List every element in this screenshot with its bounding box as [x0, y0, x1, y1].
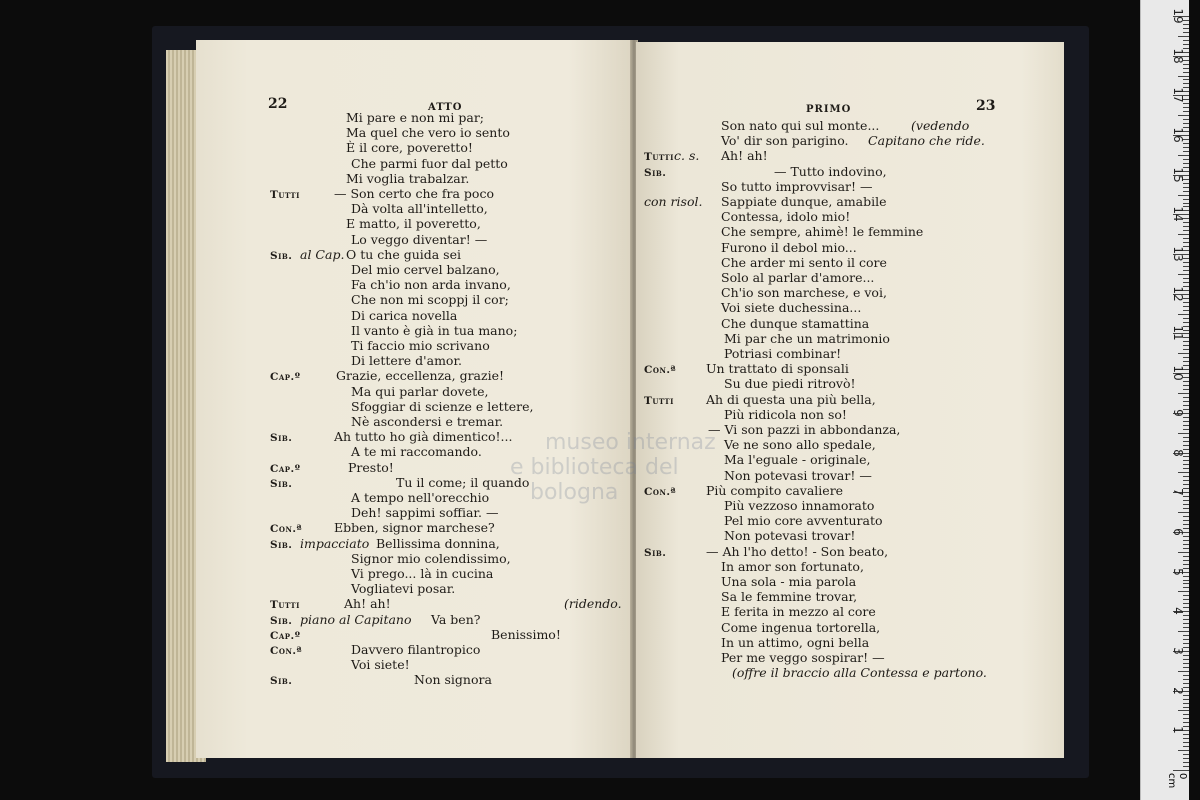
watermark-line-2: e biblioteca del — [510, 455, 679, 480]
ruler-tick — [1183, 583, 1189, 584]
ruler-tick — [1183, 44, 1189, 45]
verse-text: E ferita in mezzo al core — [721, 604, 876, 620]
verse-text: Solo al parlar d'amore... — [721, 270, 875, 285]
text-line — [196, 414, 634, 430]
verse-text: Tu il come; il quando — [396, 474, 530, 490]
ruler-tick — [1178, 472, 1189, 473]
speaker-label: Sib. — [644, 166, 667, 179]
text-line — [636, 194, 1064, 210]
ruler-tick — [1183, 707, 1189, 708]
text-line — [636, 574, 1064, 590]
verse-text: Dà volta all'intelletto, — [351, 201, 488, 217]
text-line — [196, 125, 634, 141]
ruler-tick — [1183, 587, 1189, 588]
text-line — [636, 316, 1064, 332]
ruler-tick — [1178, 76, 1189, 77]
verse-text: O tu che guida sei — [346, 246, 461, 262]
verse-text: A tempo nell'orecchio — [351, 490, 490, 505]
text-line — [196, 642, 634, 658]
text-line — [636, 589, 1064, 605]
aside-direction: (offre il braccio alla Contessa e partono. — [732, 665, 987, 681]
ruler-tick — [1183, 306, 1189, 307]
ruler-tick — [1183, 79, 1189, 80]
text-line — [636, 255, 1064, 271]
verse-text: — Vi son pazzi in abbondanza, — [708, 422, 901, 437]
text-line — [636, 331, 1064, 347]
ruler-number: 19 — [1171, 8, 1185, 24]
verse-text: Vi prego... là in cucina — [351, 566, 494, 581]
ruler-tick — [1183, 766, 1189, 767]
text-line — [196, 672, 634, 688]
ruler-tick — [1183, 282, 1189, 283]
text-line — [196, 551, 634, 567]
verse-text: Di lettere d'amor. — [351, 353, 463, 369]
ruler-tick — [1178, 353, 1189, 354]
ruler-tick — [1183, 238, 1189, 239]
ruler-tick — [1183, 397, 1189, 398]
verse-text: Vogliatevi posar. — [351, 581, 456, 597]
ruler-tick — [1183, 742, 1189, 743]
verse-text: Sfoggiar di scienze e lettere, — [351, 398, 534, 414]
ruler-tick — [1178, 195, 1189, 196]
text-line — [196, 110, 634, 126]
text-line — [196, 201, 634, 217]
text-line — [196, 171, 634, 187]
ruler-tick — [1178, 512, 1189, 513]
text-line — [196, 308, 634, 324]
ruler-number: 5 — [1171, 567, 1185, 576]
verse-text: Che parmi fuor dal petto — [351, 155, 508, 171]
text-line — [636, 346, 1064, 362]
verse-text: Sa le femmine trovar, — [721, 589, 858, 605]
ruler-tick — [1183, 675, 1189, 676]
aside-direction: Capitano che ride. — [868, 133, 985, 149]
ruler-number: 17 — [1171, 87, 1185, 103]
text-line — [196, 323, 634, 339]
verse-text: Fa ch'io non arda invano, — [351, 277, 511, 293]
text-line — [636, 528, 1064, 544]
ruler-tick — [1183, 119, 1189, 120]
verse-text: Come ingenua tortorella, — [721, 619, 881, 635]
ruler-tick — [1183, 32, 1189, 33]
speaker-label: Sib. — [270, 477, 293, 490]
ruler-tick — [1183, 508, 1189, 509]
verse-text: Deh! sappimi soffiar. — — [351, 505, 499, 521]
verse-text: Un trattato di sponsali — [706, 361, 849, 377]
text-line — [196, 186, 634, 202]
text-line — [636, 240, 1064, 256]
text-line — [636, 300, 1064, 316]
ruler-tick — [1183, 464, 1189, 465]
ruler-tick — [1183, 754, 1189, 755]
text-line — [196, 368, 634, 384]
ruler-tick — [1183, 429, 1189, 430]
verse-text: So tutto improvvisar! — — [721, 178, 873, 194]
verse-text: Pel mio core avventurato — [724, 513, 883, 529]
ruler-tick — [1183, 623, 1189, 624]
verse-text: Che sempre, ahimè! le femmine — [721, 224, 924, 240]
ruler-tick — [1183, 425, 1189, 426]
ruler-number: 8 — [1171, 448, 1185, 457]
speaker-label: Tutti — [644, 394, 674, 407]
verse-text: Più vezzoso innamorato — [724, 498, 875, 513]
ruler-number: 6 — [1171, 528, 1185, 536]
ruler-tick — [1183, 599, 1189, 600]
ruler-tick — [1183, 111, 1189, 112]
verse-text: Che dunque stamattina — [721, 315, 870, 331]
ruler-tick — [1178, 433, 1189, 434]
ruler-tick — [1183, 544, 1189, 545]
verse-text: Benissimo! — [491, 626, 561, 642]
stage-direction: con risol. — [644, 194, 703, 209]
stage-direction: c. s. — [674, 148, 700, 164]
text-line — [636, 498, 1064, 514]
text-line — [196, 536, 634, 552]
speaker-label: Sib. — [270, 538, 293, 551]
text-line — [636, 604, 1064, 620]
text-line — [196, 627, 634, 643]
ruler-tick — [1178, 115, 1189, 116]
ruler-tick — [1183, 476, 1189, 477]
verse-text: Vo' dir son parigino. — [721, 133, 849, 149]
ruler-tick — [1183, 322, 1189, 323]
ruler-tick — [1178, 36, 1189, 37]
ruler-number: 4 — [1171, 607, 1185, 616]
ruler-tick — [1183, 107, 1189, 108]
text-line — [636, 650, 1064, 666]
text-line — [636, 179, 1064, 195]
verse-text: Ah! ah! — [344, 596, 391, 612]
stage-direction: piano al Capitano — [300, 611, 412, 627]
text-line — [196, 140, 634, 156]
ruler-tick — [1183, 520, 1189, 521]
verse-text: In amor son fortunato, — [721, 558, 864, 574]
ruler-number: 12 — [1171, 286, 1185, 302]
verse-text: Voi siete! — [351, 657, 410, 673]
ruler-tick — [1178, 671, 1189, 672]
ruler-tick — [1183, 187, 1189, 188]
verse-text: È il core, poveretto! — [346, 140, 473, 156]
text-line — [636, 513, 1064, 529]
ruler-tick — [1183, 72, 1189, 73]
ruler-tick — [1178, 552, 1189, 553]
text-line — [196, 505, 634, 521]
verse-text: — Son certo che fra poco — [334, 186, 494, 201]
text-line — [636, 118, 1064, 134]
ruler-tick — [1183, 667, 1189, 668]
ruler-tick — [1178, 393, 1189, 394]
text-line — [636, 148, 1064, 164]
verse-text: Bellissima donnina, — [376, 535, 500, 551]
ruler-tick — [1183, 468, 1189, 469]
ruler-tick — [1183, 441, 1189, 442]
speaker-label: Sib. — [270, 432, 293, 445]
ruler-number: 13 — [1171, 246, 1185, 262]
ruler-tick — [1183, 83, 1189, 84]
verse-text: Ah tutto ho già dimentico!... — [334, 429, 513, 445]
verse-text: — Ah l'ho detto! - Son beato, — [706, 543, 889, 559]
ruler-tick — [1178, 750, 1189, 751]
ruler-tick — [1183, 714, 1189, 715]
page-number-right: 23 — [976, 98, 996, 114]
text-line — [636, 133, 1064, 149]
text-line — [196, 399, 634, 415]
speaker-label: Tutti — [270, 189, 300, 201]
verse-text: Il vanto è già in tua mano; — [351, 322, 518, 338]
ruler-number: 1 — [1171, 726, 1185, 735]
text-line — [636, 392, 1064, 408]
verse-text: Più compito cavaliere — [706, 482, 844, 498]
ruler-tick — [1183, 627, 1189, 628]
ruler-number: 18 — [1171, 48, 1185, 64]
verse-text: Ah! ah! — [721, 148, 768, 164]
text-line — [636, 665, 1064, 681]
ruler-unit-label: 0 cm — [1166, 773, 1188, 789]
ruler-tick — [1183, 718, 1189, 719]
text-line — [196, 581, 634, 597]
ruler-tick — [1183, 270, 1189, 271]
text-line — [636, 559, 1064, 575]
speaker-label: Con.ª — [270, 523, 303, 536]
verse-text: Del mio cervel balzano, — [351, 262, 500, 277]
ruler-tick — [1178, 314, 1189, 315]
text-line — [196, 520, 634, 536]
text-line — [196, 384, 634, 400]
ruler-tick — [1183, 389, 1189, 390]
verse-text: Ma l'eguale - originale, — [724, 452, 871, 468]
page-number-left: 22 — [268, 96, 288, 112]
text-line — [196, 566, 634, 582]
ruler-tick — [1183, 480, 1189, 481]
text-line — [636, 224, 1064, 240]
text-line — [636, 483, 1064, 499]
speaker-label: Cap.º — [270, 462, 301, 475]
verse-text: Grazie, eccellenza, grazie! — [336, 368, 504, 384]
ruler-tick — [1183, 199, 1189, 200]
text-line — [636, 285, 1064, 301]
verse-text: Voi siete duchessina... — [721, 300, 862, 316]
verse-text: Ah di questa una più bella, — [706, 391, 876, 407]
ruler-tick — [1183, 203, 1189, 204]
verse-text: A te mi raccomando. — [351, 444, 482, 460]
ruler-number: 7 — [1171, 488, 1185, 497]
ruler-tick — [1183, 266, 1189, 267]
verse-text: In un attimo, ogni bella — [721, 634, 870, 650]
ruler-tick — [1178, 591, 1189, 592]
text-line — [196, 262, 634, 278]
speaker-label: Tutti — [270, 599, 300, 612]
ruler-tick — [1178, 710, 1189, 711]
right-page — [636, 42, 1064, 758]
text-line — [636, 620, 1064, 636]
ruler-tick — [1183, 318, 1189, 319]
verse-text: Presto! — [348, 459, 394, 475]
verse-text: Che arder mi sento il core — [721, 254, 887, 270]
text-line — [196, 292, 634, 308]
text-line — [196, 156, 634, 172]
ruler-tick — [1183, 746, 1189, 747]
ruler-tick — [1183, 758, 1189, 759]
ruler-tick — [1183, 151, 1189, 152]
running-head-left: ATTO — [428, 102, 463, 113]
verse-text: Ebben, signor marchese? — [334, 520, 495, 536]
speaker-label: Tutti — [644, 151, 674, 164]
ruler-tick — [1183, 516, 1189, 517]
ruler-tick — [1183, 349, 1189, 350]
ruler-number: 3 — [1171, 647, 1185, 655]
speaker-label: Sib. — [270, 249, 293, 262]
text-line — [636, 376, 1064, 392]
ruler-number: 15 — [1171, 167, 1185, 183]
text-line — [196, 338, 634, 354]
verse-text: Sappiate dunque, amabile — [721, 194, 887, 209]
text-line — [196, 247, 634, 263]
ruler-tick — [1183, 361, 1189, 362]
text-line — [636, 544, 1064, 560]
ruler-tick — [1183, 385, 1189, 386]
verse-text: Nè ascondersi e tremar. — [351, 414, 504, 429]
verse-text: Di carica novella — [351, 307, 458, 323]
verse-text: Per me veggo sospirar! — — [721, 650, 885, 665]
verse-text: — Tutto indovino, — [774, 163, 887, 179]
aside-direction: (vedendo — [911, 118, 970, 133]
verse-text: Su due piedi ritrovò! — [724, 376, 856, 392]
ruler-number: 16 — [1171, 127, 1185, 143]
ruler-tick — [1178, 155, 1189, 156]
ruler-tick — [1183, 310, 1189, 311]
ruler-tick — [1183, 437, 1189, 438]
verse-text: Potriasi combinar! — [724, 346, 842, 361]
verse-text: Contessa, idolo mio! — [721, 209, 851, 225]
text-line — [636, 635, 1064, 651]
ruler-tick — [1183, 595, 1189, 596]
verse-text: Furono il debol mio... — [721, 239, 857, 255]
ruler-tick — [1183, 68, 1189, 69]
left-page — [196, 40, 634, 758]
stage-direction: impacciato — [300, 535, 370, 551]
ruler-tick — [1183, 28, 1189, 29]
ruler-tick — [1183, 679, 1189, 680]
ruler-tick — [1183, 345, 1189, 346]
verse-text: Lo veggo diventar! — — [351, 231, 488, 247]
ruler-tick — [1183, 191, 1189, 192]
ruler-tick — [1178, 234, 1189, 235]
verse-text: Non potevasi trovar! — [724, 528, 856, 544]
text-line — [636, 164, 1064, 180]
verse-text: Che non mi scoppj il cor; — [351, 292, 509, 308]
text-line — [636, 361, 1064, 377]
ruler-tick — [1183, 226, 1189, 227]
ruler-tick — [1183, 40, 1189, 41]
aside-direction: (ridendo. — [564, 596, 622, 612]
speaker-label: Sib. — [270, 675, 293, 688]
ruler-tick — [1183, 504, 1189, 505]
ruler-number: 11 — [1171, 325, 1185, 342]
ruler-tick — [1183, 663, 1189, 664]
ruler-tick — [1183, 278, 1189, 279]
ruler-tick — [1183, 401, 1189, 402]
running-head-right: PRIMO — [806, 104, 852, 115]
text-line — [196, 596, 634, 612]
ruler-tick — [1183, 703, 1189, 704]
ruler-number: 2 — [1171, 686, 1185, 695]
verse-text: Ti faccio mio scrivano — [351, 338, 490, 353]
ruler-tick — [1183, 635, 1189, 636]
ruler-tick — [1173, 770, 1189, 771]
ruler-tick — [1183, 556, 1189, 557]
ruler-tick — [1183, 163, 1189, 164]
watermark-line-3: bologna — [530, 480, 619, 505]
text-line — [636, 468, 1064, 484]
speaker-label: Con.ª — [644, 364, 677, 377]
verse-text: Più ridicola non so! — [724, 406, 847, 422]
text-line — [196, 216, 634, 232]
ruler-tick — [1183, 230, 1189, 231]
ruler-tick — [1183, 560, 1189, 561]
verse-text: Mi par che un matrimonio — [724, 330, 890, 346]
speaker-label: Cap.º — [270, 629, 301, 642]
watermark-line-1: museo internaz — [545, 430, 716, 455]
text-line — [196, 612, 634, 628]
ruler-tick — [1183, 357, 1189, 358]
verse-text: Una sola - mia parola — [721, 574, 857, 589]
verse-text: Non signora — [414, 672, 492, 688]
ruler-tick — [1183, 762, 1189, 763]
ruler-tick — [1178, 631, 1189, 632]
ruler-tick — [1183, 548, 1189, 549]
ruler-tick — [1183, 123, 1189, 124]
text-line — [196, 353, 634, 369]
verse-text: Mi pare e non mi par; — [346, 110, 485, 125]
verse-text: E matto, il poveretto, — [346, 216, 481, 232]
verse-text: Ma qui parlar dovete, — [351, 383, 489, 399]
text-line — [636, 270, 1064, 286]
speaker-label: Con.ª — [644, 485, 677, 498]
verse-text: Ve ne sono allo spedale, — [724, 437, 876, 453]
text-line — [636, 407, 1064, 423]
speaker-label: Sib. — [644, 546, 667, 559]
verse-text: Ch'io son marchese, e voi, — [721, 285, 887, 301]
verse-text: Va ben? — [431, 611, 481, 627]
speaker-label: Con.ª — [270, 645, 303, 657]
verse-text: Non potevasi trovar! — — [724, 467, 872, 483]
measuring-ruler — [1140, 0, 1189, 800]
stage-direction: al Cap. — [300, 246, 345, 262]
ruler-tick — [1183, 159, 1189, 160]
verse-text: Mi voglia trabalzar. — [346, 170, 470, 186]
verse-text: Davvero filantropico — [351, 642, 481, 657]
verse-text: Son nato qui sul monte... — [721, 118, 880, 133]
verse-text: Ma quel che vero io sento — [346, 125, 510, 141]
ruler-tick — [1183, 242, 1189, 243]
speaker-label: Cap.º — [270, 371, 301, 384]
ruler-tick — [1183, 147, 1189, 148]
text-line — [196, 277, 634, 293]
text-line — [196, 232, 634, 248]
ruler-tick — [1183, 639, 1189, 640]
text-line — [636, 209, 1064, 225]
ruler-number: 9 — [1171, 409, 1185, 417]
ruler-number: 10 — [1171, 365, 1185, 381]
speaker-label: Sib. — [270, 614, 293, 627]
verse-text: Signor mio colendissimo, — [351, 550, 511, 566]
ruler-tick — [1178, 274, 1189, 275]
text-line — [196, 657, 634, 673]
ruler-number: 14 — [1171, 206, 1185, 223]
